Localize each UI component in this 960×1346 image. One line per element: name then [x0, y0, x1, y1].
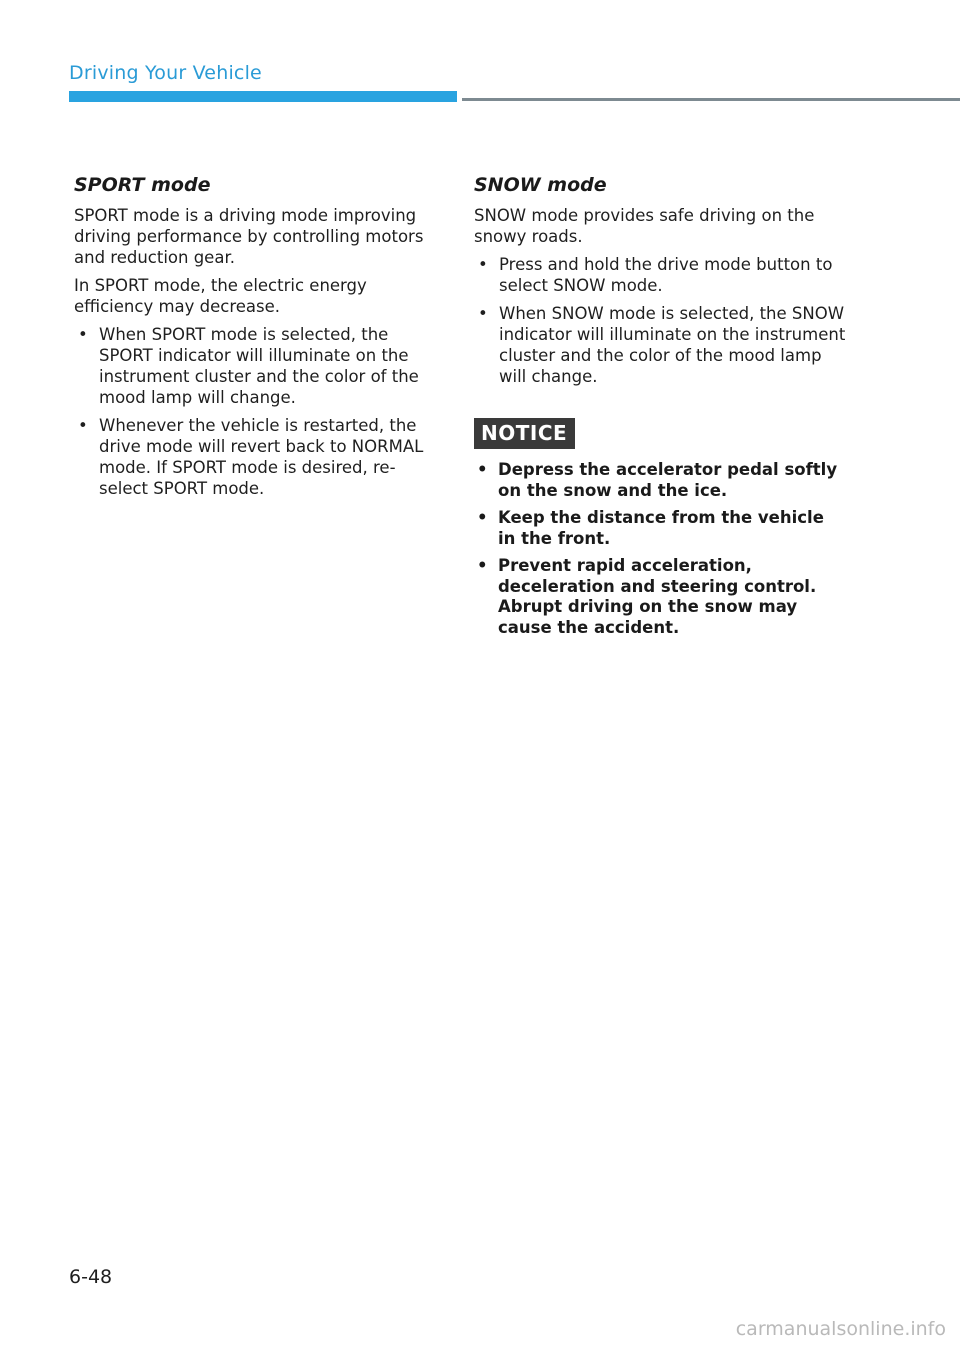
- list-item: • Whenever the vehicle is restarted, the drive mode will revert back to NORMAL mode. If SPORT mode is desired, re-select SPORT mode.: [78, 416, 424, 498]
- bullet-icon: •: [477, 460, 488, 479]
- list-item: • Press and hold the drive mode button to select SNOW mode.: [478, 255, 833, 295]
- header-divider-rule: [462, 98, 960, 101]
- bullet-icon: •: [477, 556, 488, 575]
- right-column: [474, 173, 846, 645]
- header-accent-rule: [69, 91, 457, 102]
- bullet-icon: •: [78, 325, 88, 344]
- sport-mode-paragraph: SPORT mode is a driving mode improving driving performance by controlling motors and reduction gear.: [74, 206, 424, 267]
- list-item: • When SPORT mode is selected, the SPORT indicator will illuminate on the instrument cluster and the color of the mood lamp will change.: [78, 325, 419, 407]
- list-item: • When SNOW mode is selected, the SNOW indicator will illuminate on the instrument cluster and the color of the mood lamp will change.: [478, 304, 846, 386]
- bullet-icon: •: [477, 508, 488, 527]
- snow-mode-bullet-list: [474, 254, 846, 387]
- bullet-icon: •: [478, 304, 488, 323]
- left-column: [74, 173, 442, 506]
- page-number: 6-48: [69, 1266, 113, 1288]
- section-title: Driving Your Vehicle: [69, 62, 262, 84]
- sport-mode-bullet-list: [74, 324, 442, 499]
- notice-list: [474, 460, 846, 638]
- sport-mode-paragraph: In SPORT mode, the electric energy efficiency may decrease.: [74, 276, 367, 316]
- snow-mode-heading: SNOW mode: [474, 174, 607, 196]
- list-item: • Prevent rapid acceleration, deceleration and steering control. Abrupt driving on the snow may cause the accident.: [477, 556, 817, 637]
- bullet-icon: •: [78, 416, 88, 435]
- bullet-icon: •: [478, 255, 488, 274]
- notice-badge: NOTICE: [474, 418, 575, 449]
- watermark-text: carmanualsonline.info: [735, 1318, 946, 1340]
- snow-mode-paragraph: SNOW mode provides safe driving on the snowy roads.: [474, 206, 815, 246]
- sport-mode-heading: SPORT mode: [74, 174, 211, 196]
- list-item: • Keep the distance from the vehicle in the front.: [477, 508, 824, 548]
- list-item: • Depress the accelerator pedal softly on the snow and the ice.: [477, 460, 838, 500]
